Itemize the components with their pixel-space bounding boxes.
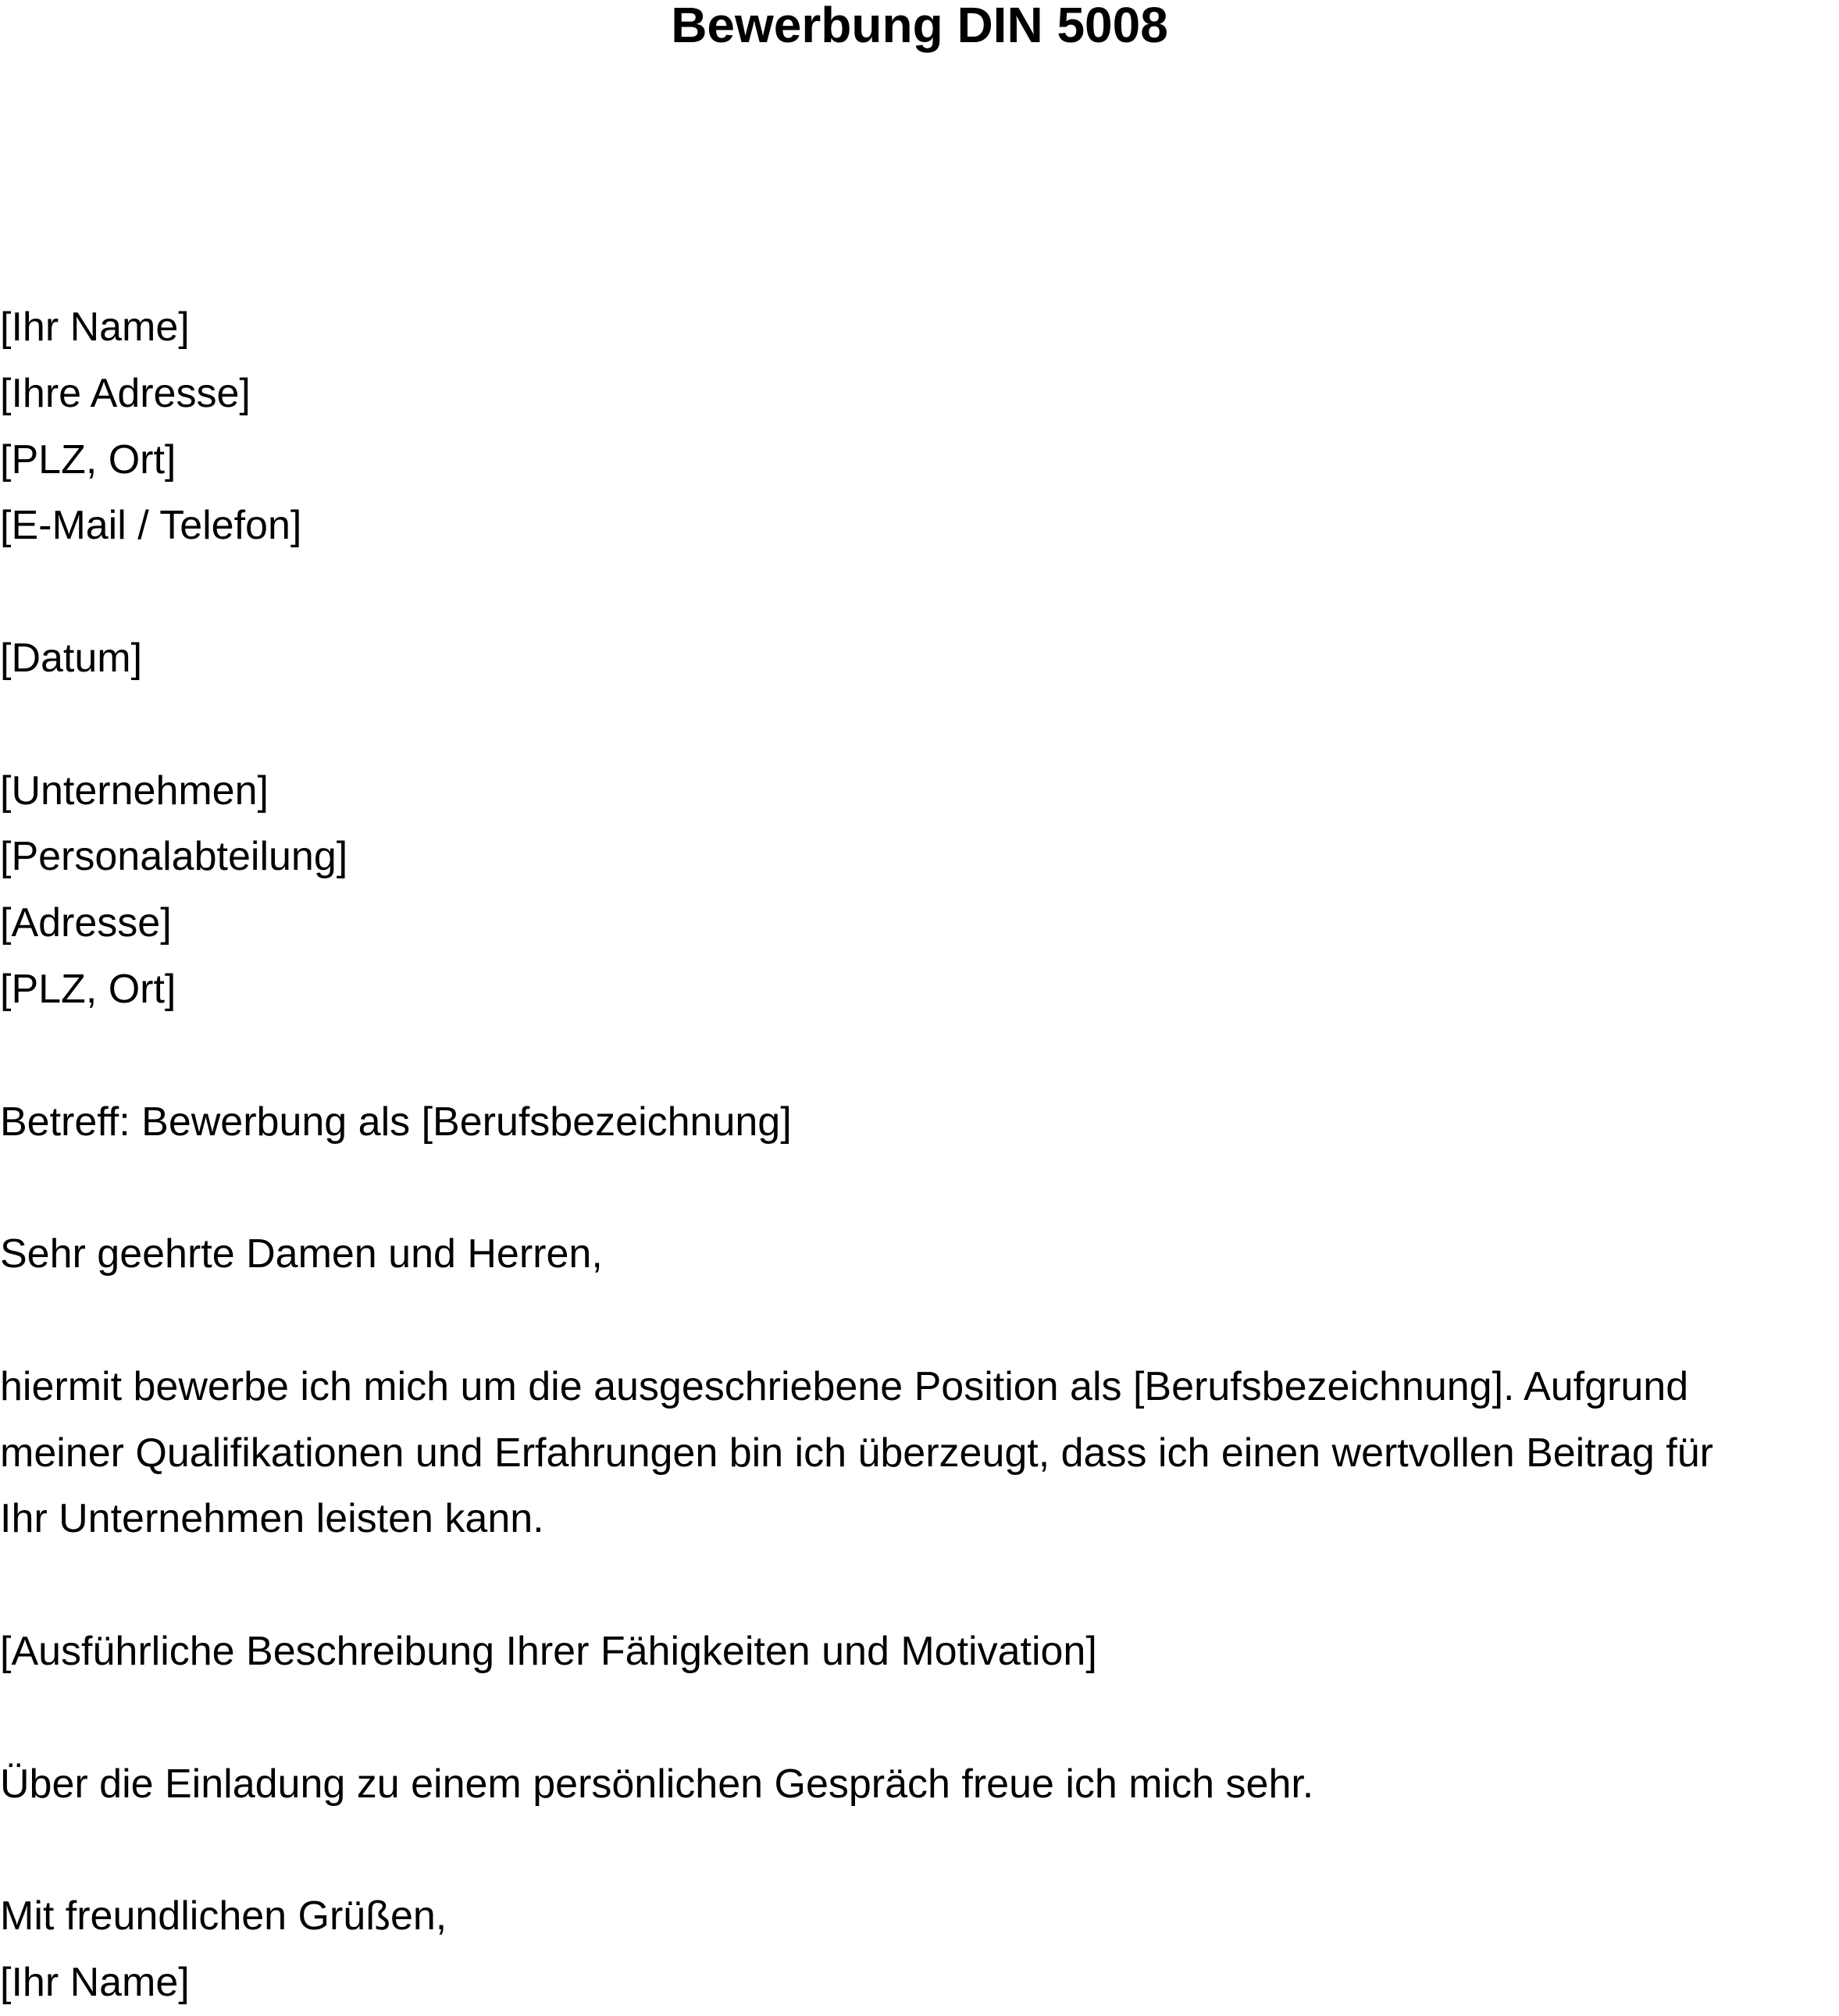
letter-body xyxy=(0,294,1835,2016)
paragraph-intro-line: meiner Qualifikationen und Erfahrungen bin ich überzeugt, dass ich einen wertvollen Beitrag für xyxy=(0,1430,1713,1476)
recipient-department: [Personalabteilung] xyxy=(0,834,348,880)
signature-name: [Ihr Name] xyxy=(0,1959,190,2005)
spacer xyxy=(0,1552,1835,1619)
letter-date: [Datum] xyxy=(0,635,143,681)
sender-address: [Ihre Adresse] xyxy=(0,370,251,416)
recipient-company: [Unternehmen] xyxy=(0,768,269,814)
spacer xyxy=(0,1817,1835,1883)
sender-name: [Ihr Name] xyxy=(0,305,190,350)
recipient-address: [Adresse] xyxy=(0,900,172,946)
document-title: Bewerbung DIN 5008 xyxy=(671,0,1168,53)
recipient-city: [PLZ, Ort] xyxy=(0,966,176,1012)
spacer xyxy=(0,692,1835,758)
paragraph-intro-line: Ihr Unternehmen leisten kann. xyxy=(0,1496,544,1542)
spacer xyxy=(0,1023,1835,1089)
spacer xyxy=(0,559,1835,625)
sender-contact: [E-Mail / Telefon] xyxy=(0,503,302,549)
spacer xyxy=(0,1685,1835,1751)
salutation: Sehr geehrte Damen und Herren, xyxy=(0,1231,603,1277)
sender-city: [PLZ, Ort] xyxy=(0,436,176,483)
recipient-block xyxy=(0,758,1835,1023)
paragraph-invitation: Über die Einladung zu einem persönlichen Gespräch freue ich mich sehr. xyxy=(0,1761,1314,1807)
paragraph-intro xyxy=(0,1354,1835,1552)
closing-phrase: Mit freundlichen Grüßen, xyxy=(0,1893,447,1939)
subject-line: Betreff: Bewerbung als [Berufsbezeichnung] xyxy=(0,1099,792,1145)
spacer xyxy=(0,1288,1835,1354)
paragraph-skills: [Ausführliche Beschreibung Ihrer Fähigkeiten und Motivation] xyxy=(0,1628,1097,1674)
sender-block xyxy=(0,294,1835,559)
spacer xyxy=(0,1155,1835,1221)
paragraph-intro-line: hiermit bewerbe ich mich um die ausgeschriebene Position als [Berufsbezeichnung]. Aufgrund xyxy=(0,1363,1689,1409)
